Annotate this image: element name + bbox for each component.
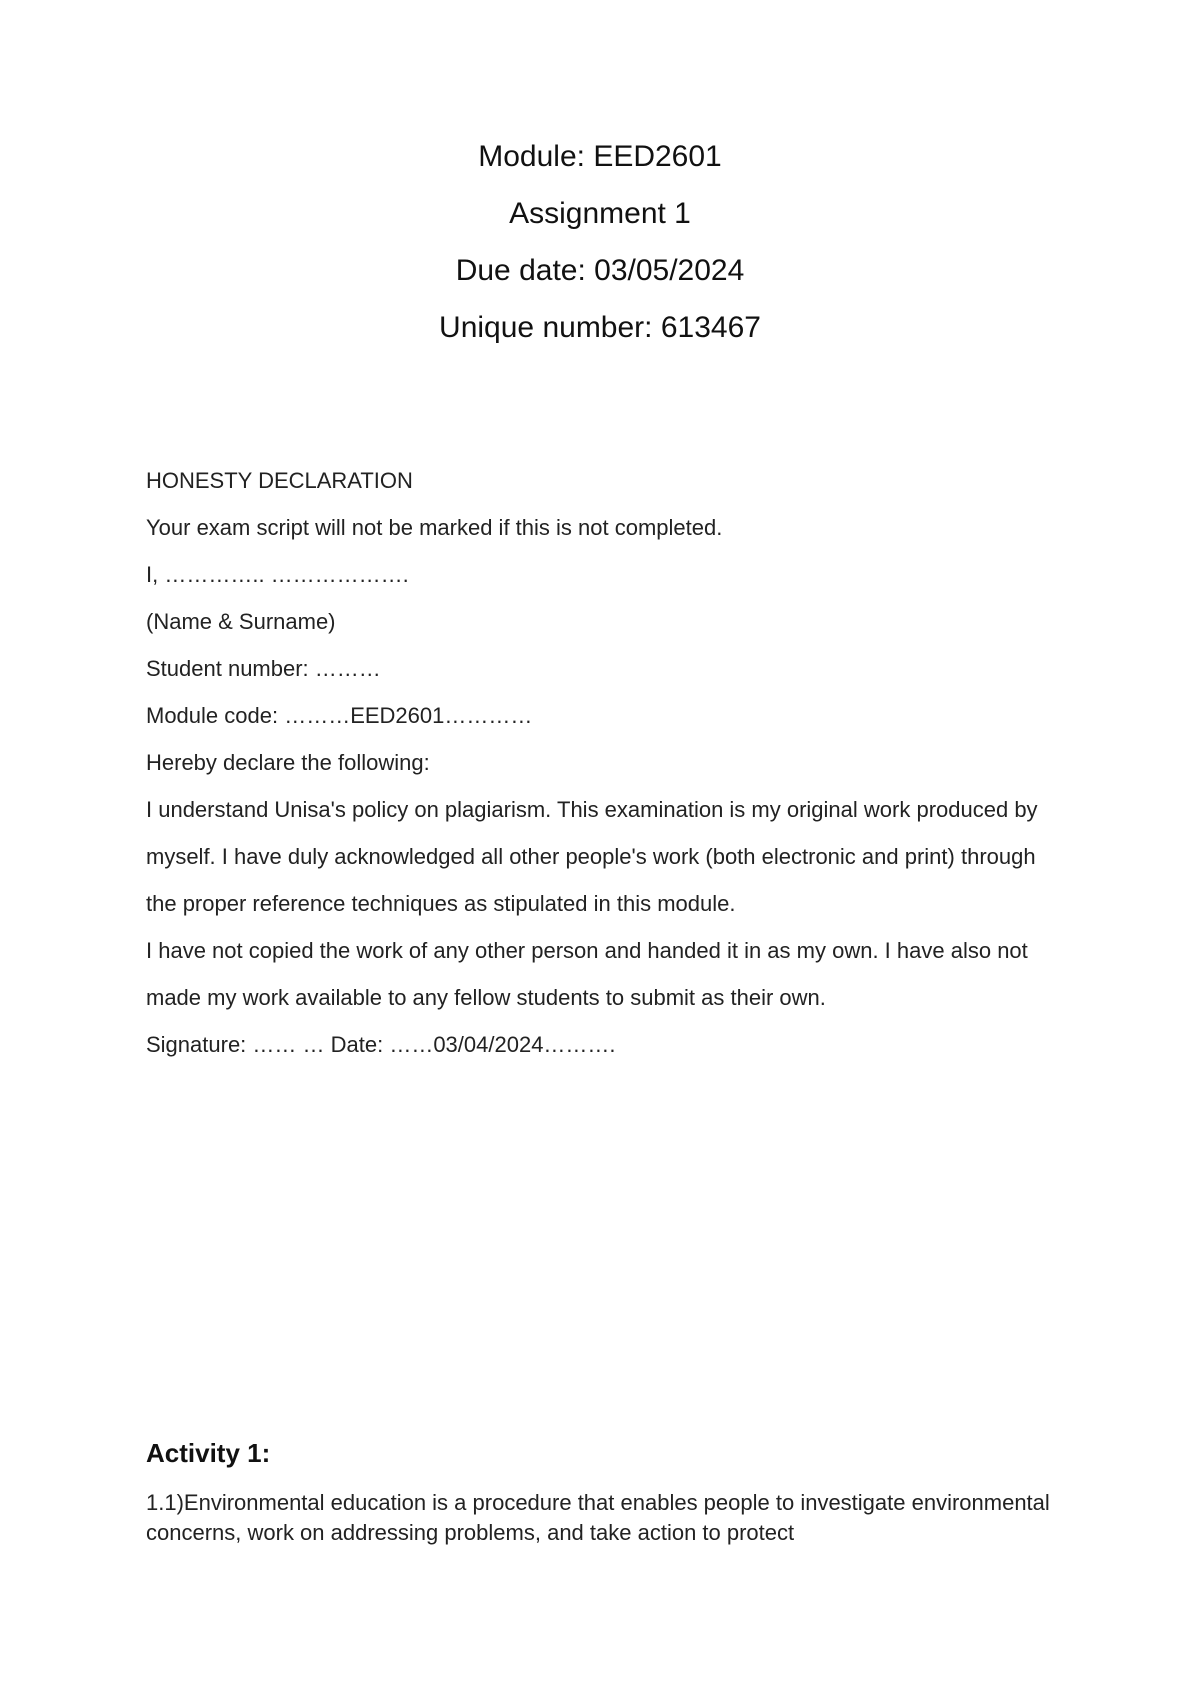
declaration-paragraph-5: made my work available to any fellow students to submit as their own. xyxy=(146,985,826,1010)
activity-section xyxy=(146,1438,1066,1548)
declaration-warning: Your exam script will not be marked if this is not completed. xyxy=(146,515,723,540)
activity-text: 1.1)Environmental education is a procedure that enables people to investigate environmental concerns, work on addressing problems, and take action to protect xyxy=(146,1490,1050,1545)
declaration-paragraph-4: I have not copied the work of any other person and handed it in as my own. I have also not xyxy=(146,938,1028,963)
declaration-title: HONESTY DECLARATION xyxy=(146,468,413,493)
module-title: Module: EED2601 xyxy=(478,140,722,173)
name-caption: (Name & Surname) xyxy=(146,609,336,634)
honesty-declaration xyxy=(146,466,1066,1077)
signature-date-line: Signature: …… … Date: ……03/04/2024………. xyxy=(146,1032,616,1057)
document-header xyxy=(0,140,1200,368)
activity-heading: Activity 1: xyxy=(146,1438,271,1468)
module-code-line: Module code: ………EED2601………… xyxy=(146,703,533,728)
declaration-paragraph-1: I understand Unisa's policy on plagiarism. This examination is my original work produced by xyxy=(146,797,1038,822)
assignment-title: Assignment 1 xyxy=(509,197,691,230)
due-date: Due date: 03/05/2024 xyxy=(455,254,745,287)
unique-number: Unique number: 613467 xyxy=(439,311,761,344)
student-number-line: Student number: ……… xyxy=(146,656,381,681)
name-line: I, ………….. ………………. xyxy=(146,562,409,587)
declaration-paragraph-2: myself. I have duly acknowledged all other people's work (both electronic and print) through xyxy=(146,844,1036,869)
hereby-line: Hereby declare the following: xyxy=(146,750,430,775)
declaration-paragraph-3: the proper reference techniques as stipulated in this module. xyxy=(146,891,736,916)
